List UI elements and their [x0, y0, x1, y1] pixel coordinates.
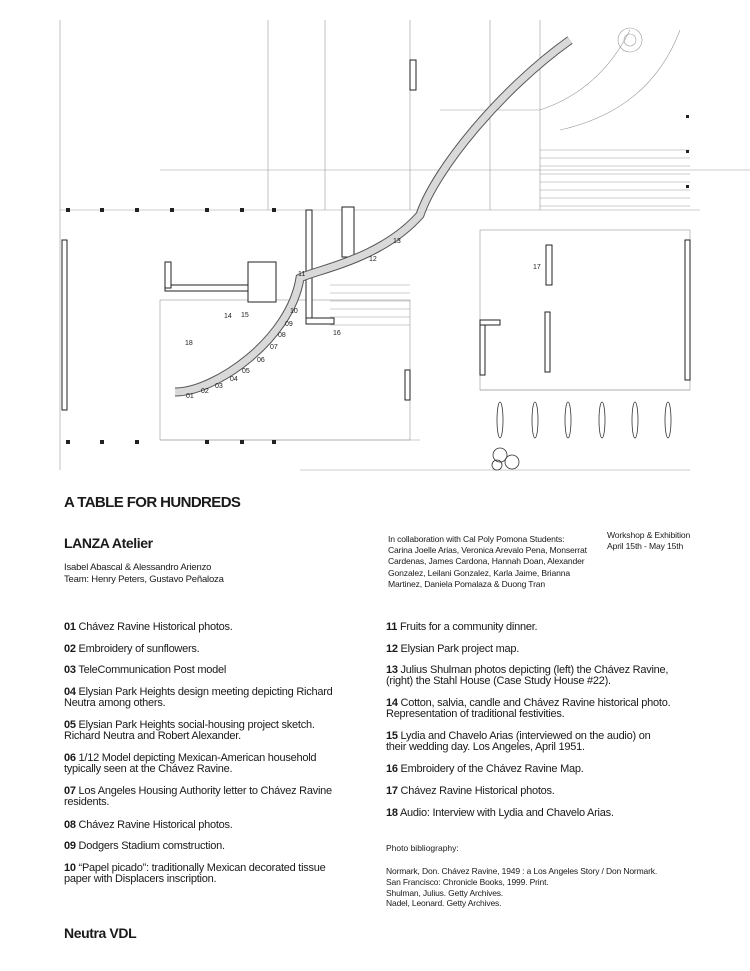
plan-label-18: 18 — [185, 340, 193, 347]
list-item-11 — [386, 622, 686, 633]
list-item-number: 04 — [64, 686, 76, 698]
authors-names: Isabel Abascal & Alessandro Arienzo — [64, 562, 212, 573]
bibliography-line: Normark, Don. Chávez Ravine, 1949 : a Los Angeles Story / Don Normark. — [386, 866, 658, 876]
list-item-number: 16 — [386, 763, 398, 775]
bibliography-line: Nadel, Leonard. Getty Archives. — [386, 898, 502, 909]
collaboration-line: Cardenas, James Cardona, Hannah Doan, Alexander — [388, 556, 585, 567]
list-item-03 — [64, 665, 364, 676]
list-item-line — [386, 808, 686, 819]
list-item-02 — [64, 644, 364, 655]
bibliography-label: Photo bibliography: — [386, 843, 459, 853]
list-item-line: Neutra among others. — [64, 697, 166, 709]
list-item-text: Audio: Interview with Lydia and Chavelo Arias. — [397, 807, 614, 819]
list-item-17 — [386, 786, 686, 797]
list-item-number: 01 — [64, 621, 76, 633]
floor-plan — [0, 0, 750, 480]
list-item-09 — [64, 841, 364, 852]
plan-label-05: 05 — [242, 368, 250, 375]
collaboration-line: Martinez, Daniela Pomalaza & Duong Tran — [388, 578, 546, 589]
plan-label-03: 03 — [215, 383, 223, 390]
list-item-number: 11 — [386, 621, 398, 633]
list-item-number: 08 — [64, 819, 76, 831]
plan-label-08: 08 — [278, 332, 286, 339]
list-item-text: Lydia and Chavelo Arias (interviewed on the audio) on — [397, 730, 651, 742]
list-item-text: Chávez Ravine Historical photos. — [75, 621, 233, 633]
project-title: A TABLE FOR HUNDREDS — [64, 494, 241, 511]
list-item-line — [64, 820, 364, 831]
list-item-line: (right) the Stahl House (Case Study House #22). — [386, 675, 611, 687]
plan-label-04: 04 — [230, 376, 238, 383]
list-item-text: Chávez Ravine Historical photos. — [397, 785, 555, 797]
footer-venue: Neutra VDL — [64, 925, 137, 941]
plan-label-07: 07 — [270, 344, 278, 351]
plan-label-10: 10 — [290, 308, 298, 315]
collaboration-heading: In collaboration with Cal Poly Pomona Students: — [388, 534, 565, 544]
list-item-line: residents. — [64, 796, 110, 808]
plan-label-01: 01 — [186, 393, 194, 400]
list-item-number: 09 — [64, 840, 76, 852]
list-item-text: 1/12 Model depicting Mexican-American household — [75, 752, 317, 764]
list-item-10 — [64, 863, 364, 885]
plan-label-13: 13 — [393, 238, 401, 245]
list-item-number: 03 — [64, 664, 76, 676]
list-item-number: 13 — [386, 664, 398, 676]
plan-label-09: 09 — [285, 321, 293, 328]
plan-label-17: 17 — [533, 264, 541, 271]
list-item-line: Representation of traditional festivities. — [386, 708, 565, 720]
list-item-text: Embroidery of sunflowers. — [75, 643, 200, 655]
plan-label-11: 11 — [298, 271, 306, 278]
list-item-text: Los Angeles Housing Authority letter to Chávez Ravine — [75, 785, 332, 797]
list-item-text: Cotton, salvia, candle and Chávez Ravine historical photo. — [397, 697, 671, 709]
list-item-text: Elysian Park Heights design meeting depicting Richard — [75, 686, 333, 698]
list-item-line: paper with Displacers inscription. — [64, 873, 217, 885]
list-item-number: 05 — [64, 719, 76, 731]
list-item-line — [386, 764, 686, 775]
collaboration-line: Carina Joelle Arias, Veronica Arevalo Pena, Monserrat — [388, 545, 587, 556]
team-names: Team: Henry Peters, Gustavo Peñaloza — [64, 574, 224, 585]
list-item-text: Julius Shulman photos depicting (left) the Chávez Ravine, — [397, 664, 669, 676]
bibliography — [386, 866, 657, 909]
plan-label-14: 14 — [224, 313, 232, 320]
plan-label-15: 15 — [241, 312, 249, 319]
plan-label-02: 02 — [201, 388, 209, 395]
list-item-text: Embroidery of the Chávez Ravine Map. — [397, 763, 584, 775]
list-item-13 — [386, 665, 686, 687]
list-item-18 — [386, 808, 686, 819]
list-item-16 — [386, 764, 686, 775]
workshop-label: Workshop & Exhibition — [607, 530, 691, 540]
list-item-number: 07 — [64, 785, 76, 797]
list-item-line: their wedding day. Los Angeles, April 1951. — [386, 741, 585, 753]
bibliography-line: San Francisco: Chronicle Books, 1999. Print. — [386, 876, 549, 887]
list-item-number: 17 — [386, 785, 398, 797]
list-item-line — [64, 644, 364, 655]
list-item-text: Elysian Park project map. — [397, 643, 520, 655]
list-item-line — [64, 622, 364, 633]
list-item-04 — [64, 687, 364, 709]
list-item-14 — [386, 698, 686, 720]
authors — [64, 562, 224, 586]
list-item-07 — [64, 786, 364, 808]
list-item-number: 06 — [64, 752, 76, 764]
list-item-number: 14 — [386, 697, 398, 709]
list-item-line: Richard Neutra and Robert Alexander. — [64, 730, 241, 742]
list-item-text: Elysian Park Heights social-housing project sketch. — [75, 719, 315, 731]
list-item-text: TeleCommunication Post model — [75, 664, 227, 676]
list-item-05 — [64, 720, 364, 742]
list-item-line — [386, 644, 686, 655]
list-item-number: 12 — [386, 643, 398, 655]
list-item-01 — [64, 622, 364, 633]
list-item-text: “Papel picado”: traditionally Mexican decorated tissue — [75, 862, 326, 874]
list-item-text: Dodgers Stadium comstruction. — [75, 840, 225, 852]
bibliography-line: Shulman, Julius. Getty Archives. — [386, 887, 504, 898]
studio-name: LANZA Atelier — [64, 535, 153, 551]
workshop-dates: April 15th - May 15th — [607, 541, 684, 552]
plan-label-06: 06 — [257, 357, 265, 364]
list-item-line — [64, 665, 364, 676]
list-item-number: 02 — [64, 643, 76, 655]
list-item-line — [64, 841, 364, 852]
list-item-line — [386, 622, 686, 633]
list-item-12 — [386, 644, 686, 655]
plan-label-12: 12 — [369, 256, 377, 263]
collaboration-block — [388, 534, 603, 590]
list-item-08 — [64, 820, 364, 831]
list-item-line: typically seen at the Chávez Ravine. — [64, 763, 233, 775]
list-item-line — [64, 786, 364, 797]
workshop-info — [607, 530, 690, 552]
list-item-line — [386, 786, 686, 797]
collaboration-line: Gonzalez, Leilani Gonzalez, Karla Jaime, Brianna — [388, 567, 570, 578]
list-item-15 — [386, 731, 686, 753]
list-item-number: 18 — [386, 807, 398, 819]
list-item-text: Chávez Ravine Historical photos. — [75, 819, 233, 831]
list-item-text: Fruits for a community dinner. — [397, 621, 538, 633]
list-item-number: 10 — [64, 862, 76, 874]
list-item-06 — [64, 753, 364, 775]
list-item-number: 15 — [386, 730, 398, 742]
plan-label-16: 16 — [333, 330, 341, 337]
